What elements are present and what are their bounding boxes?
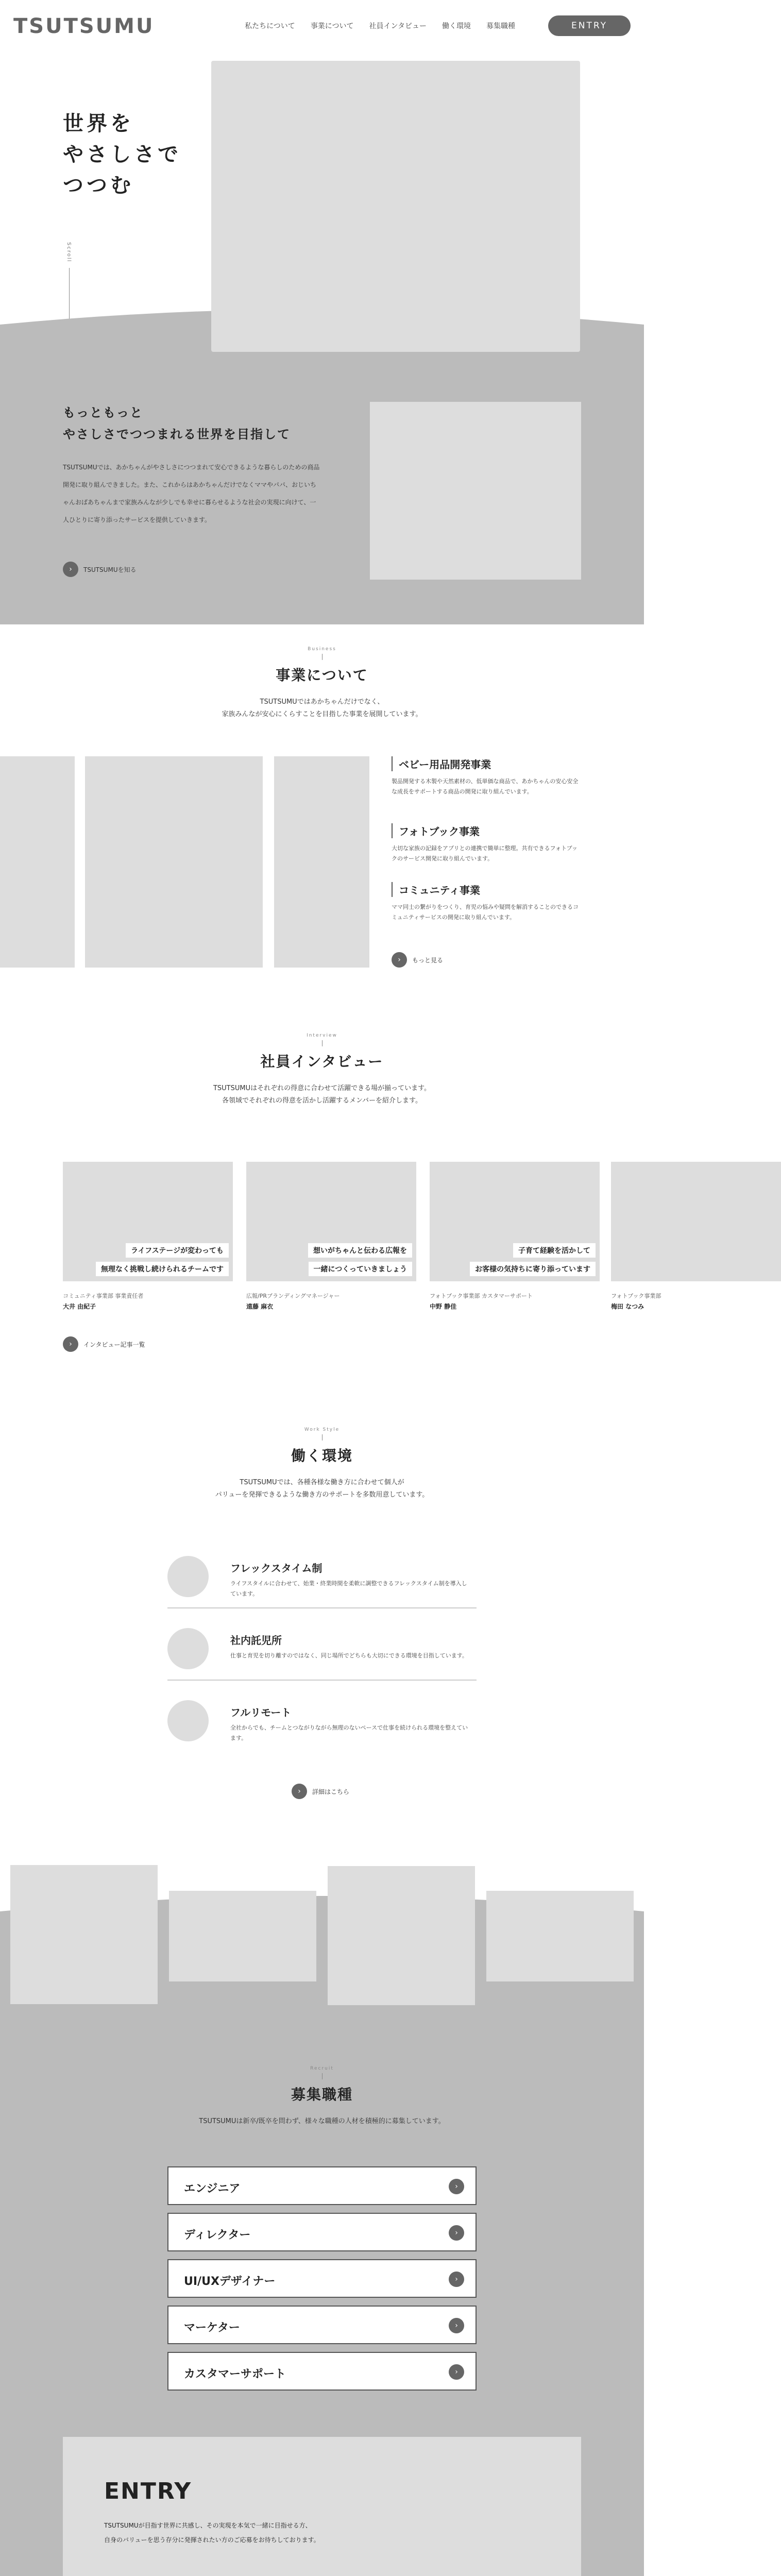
interview-name: 遠藤 麻衣: [246, 1303, 274, 1310]
job-label: UI/UXデザイナー: [184, 2275, 276, 2288]
interview-card[interactable]: [430, 1162, 600, 1311]
business-item: [392, 882, 582, 923]
interview-name: 大井 由紀子: [63, 1303, 96, 1310]
office-photo: [10, 1865, 158, 2004]
hero-copy-line: つつむ: [63, 174, 134, 197]
office-photo: [169, 1891, 316, 1981]
arrow-right-icon: ›: [63, 1336, 78, 1352]
job-item-designer[interactable]: [167, 2259, 477, 2298]
nav-recruit[interactable]: 募集職種: [486, 22, 515, 30]
mission-image: [370, 402, 581, 580]
interview-card[interactable]: [63, 1162, 233, 1311]
business-item-title: フォトブック事業: [392, 823, 582, 838]
mission-body: TSUTSUMUでは、あかちゃんがやさしさにつつまれて安心できるような暮らしのための商品開発に取り組んできました。また、これからはあかちゃんだけでなくママやパパ、おじいちゃんおばあちゃんまで家族みんなが少しでも幸せに暮らせるような社会の実現に向けて、一人ひとりに寄り添ったサービスを提供していきます。: [63, 464, 320, 523]
arrow-right-icon: ›: [292, 1784, 307, 1799]
interview-photo: [430, 1162, 600, 1281]
job-label: エンジニア: [184, 2182, 241, 2195]
interview-list-link[interactable]: [63, 1336, 145, 1352]
job-label: マーケター: [184, 2321, 240, 2334]
job-item-engineer[interactable]: [167, 2166, 477, 2205]
interview-role: 広報/PRブランディングマネージャー: [246, 1293, 340, 1299]
site-header: [0, 0, 644, 52]
section-lead: [0, 696, 644, 721]
business-more-label: もっと見る: [412, 956, 444, 964]
job-item-support[interactable]: [167, 2352, 477, 2391]
section-lead: [0, 1082, 644, 1107]
environment-item: [167, 1623, 477, 1676]
section-en-label: Recruit: [310, 2066, 334, 2071]
interview-role: コミュニティ事業部 事業責任者: [63, 1293, 144, 1299]
section-en-label: Interview: [307, 1033, 337, 1038]
job-label: ディレクター: [184, 2229, 251, 2242]
about-link-label: TSUTSUMUを知る: [83, 566, 137, 573]
mission-title: [63, 402, 291, 445]
environment-desc: ライフスタイルに合わせて、始業・終業時間を柔軟に調整できるフレックスタイム制を導入しています。: [230, 1580, 467, 1597]
nav-about[interactable]: 私たちについて: [245, 22, 295, 30]
environment-title: フルリモート: [230, 1706, 292, 1719]
interview-list-label: インタビュー記事一覧: [83, 1341, 145, 1348]
interview-caption: お客様の気持ちに寄り添っています: [470, 1262, 596, 1276]
lead-line: パリューを発揮できるような働き方のサポートを多数用意しています。: [215, 1491, 429, 1499]
business-more-link[interactable]: [392, 952, 443, 968]
business-item-desc: ママ同士の繋がりをつくり、育児の悩みや疑問を解消することのできるコミュニティサービスの開発に取り組んでいます。: [392, 904, 579, 921]
lead-line: 各領域でそれぞれの得意を活かし活躍するメンバーを紹介します。: [222, 1097, 422, 1105]
recruit-heading: [0, 2066, 644, 2128]
section-title: 社員インタビュー: [260, 1053, 384, 1070]
environment-icon: [167, 1556, 209, 1597]
entry-text-line: 自身のバリューを思う存分に発揮されたい方のご応募をお待ちしております。: [104, 2536, 320, 2544]
global-nav: [245, 21, 515, 31]
environment-detail-link[interactable]: [292, 1784, 349, 1799]
hero-image: [211, 61, 580, 352]
environment-icon: [167, 1628, 209, 1669]
business-item-title: コミュニティ事業: [392, 882, 582, 897]
business-image: [85, 756, 263, 968]
scroll-label: Scroll: [66, 242, 72, 263]
interview-name: 梅田 なつみ: [611, 1303, 644, 1310]
interview-card[interactable]: [246, 1162, 416, 1311]
interview-role: フォトブック事業部 カスタマーサポート: [430, 1293, 533, 1299]
interview-photo: [611, 1162, 781, 1281]
lead-line: TSUTSUMUでは、各種各様な働き方に合わせて個人が: [240, 1479, 404, 1486]
office-photo: [486, 1891, 634, 1981]
section-en-label: Work Style: [304, 1427, 340, 1432]
section-title: 募集職種: [291, 2086, 353, 2103]
interview-card[interactable]: [611, 1162, 781, 1311]
interview-heading: [0, 1033, 644, 1107]
site-logo[interactable]: TSUTSUMU: [13, 14, 155, 38]
about-link[interactable]: [63, 562, 137, 577]
business-item: [392, 823, 582, 864]
mission-title-line: もっともっと: [63, 405, 143, 420]
business-item: [392, 756, 582, 797]
business-item-desc: 大切な家族の記録をアプリとの連携で簡単に整理。共有できるフォトブックのサービス開発に取り組んでいます。: [392, 845, 578, 862]
job-item-director[interactable]: [167, 2213, 477, 2251]
arrow-right-icon: ›: [449, 2364, 464, 2380]
environment-detail-label: 詳細はこちら: [312, 1788, 350, 1795]
divider: [167, 1607, 477, 1608]
arrow-right-icon: ›: [449, 2179, 464, 2194]
business-image: [274, 756, 369, 968]
environment-icon: [167, 1700, 209, 1741]
job-item-marketer[interactable]: [167, 2306, 477, 2344]
section-en-label: Business: [308, 647, 336, 652]
header-entry-button[interactable]: ENTRY: [548, 15, 631, 36]
interview-caption: 子育て経験を活かして: [513, 1243, 596, 1258]
arrow-right-icon: ›: [449, 2225, 464, 2241]
interview-caption: 無理なく挑戦し続けられるチームです: [96, 1262, 229, 1276]
mission-title-line: やさしさでつつまれる世界を目指して: [63, 427, 291, 442]
lead-line: TSUTSUMUではあかちゃんだけでなく、: [260, 698, 384, 706]
divider: [167, 1680, 477, 1681]
nav-interview[interactable]: 社員インタビュー: [369, 22, 427, 30]
hero-copy: [63, 108, 181, 201]
entry-text-line: TSUTSUMUが目指す世界に共感し、その実現を本気で一緒に目指せる方、: [104, 2522, 312, 2529]
interview-name: 中野 静佳: [430, 1303, 457, 1310]
business-item-desc: 製品開発する木製や天然素材の、低単価な商品で、あかちゃんの安心安全な成長をサポートする商品の開発に取り組んでいます。: [392, 778, 579, 795]
arrow-right-icon: ›: [449, 2318, 464, 2333]
section-title: 事業について: [276, 667, 368, 684]
job-label: カスタマーサポート: [184, 2368, 286, 2381]
section-lead: [0, 1477, 644, 1501]
arrow-right-icon: ›: [449, 2272, 464, 2287]
nav-environment[interactable]: 働く環境: [442, 22, 471, 30]
section-lead: TSUTSUMUは新卒/既卒を問わず、様々な職種の人材を積極的に募集しています。: [199, 2117, 445, 2125]
entry-title: ENTRY: [104, 2478, 192, 2504]
interview-role: フォトブック事業部: [611, 1293, 661, 1299]
hero-copy-line: やさしさで: [63, 143, 181, 166]
hero-copy-line: 世界を: [63, 112, 134, 135]
interview-caption: 想いがちゃんと伝わる広報を: [308, 1243, 412, 1258]
nav-business[interactable]: 事業について: [310, 22, 354, 30]
entry-box[interactable]: [63, 2437, 581, 2576]
office-photo: [328, 1866, 475, 2005]
interview-photo: [63, 1162, 233, 1281]
interview-caption: 一緒につくっていきましょう: [309, 1262, 412, 1276]
section-title: 働く環境: [291, 1447, 353, 1464]
environment-desc: 仕事と育児を切り離すのではなく、同じ場所でどちらも大切にできる環境を目指しています。: [230, 1652, 468, 1659]
arrow-right-icon: ›: [392, 952, 407, 968]
business-item-title: ベビー用品開発事業: [392, 756, 582, 771]
lead-line: 家族みんなが安心にくらすことを目指した事業を展開しています。: [222, 710, 422, 718]
entry-text: [104, 2518, 320, 2547]
interview-photo: [246, 1162, 416, 1281]
arrow-right-icon: ›: [63, 562, 78, 577]
environment-title: 社内託児所: [230, 1634, 282, 1647]
business-image: [0, 756, 75, 968]
interview-caption: ライフステージが変わっても: [126, 1243, 229, 1258]
environment-heading: [0, 1427, 644, 1501]
business-heading: [0, 647, 644, 721]
environment-title: フレックスタイム制: [230, 1562, 322, 1574]
environment-desc: 全社からでも、チームとつながりながら無理のないペースで仕事を続けられる環境を整えています。: [230, 1724, 468, 1741]
environment-item: [167, 1695, 477, 1749]
environment-item: [167, 1551, 477, 1604]
lead-line: TSUTSUMUはそれぞれの得意に合わせて活躍できる場が揃っています。: [213, 1084, 431, 1092]
